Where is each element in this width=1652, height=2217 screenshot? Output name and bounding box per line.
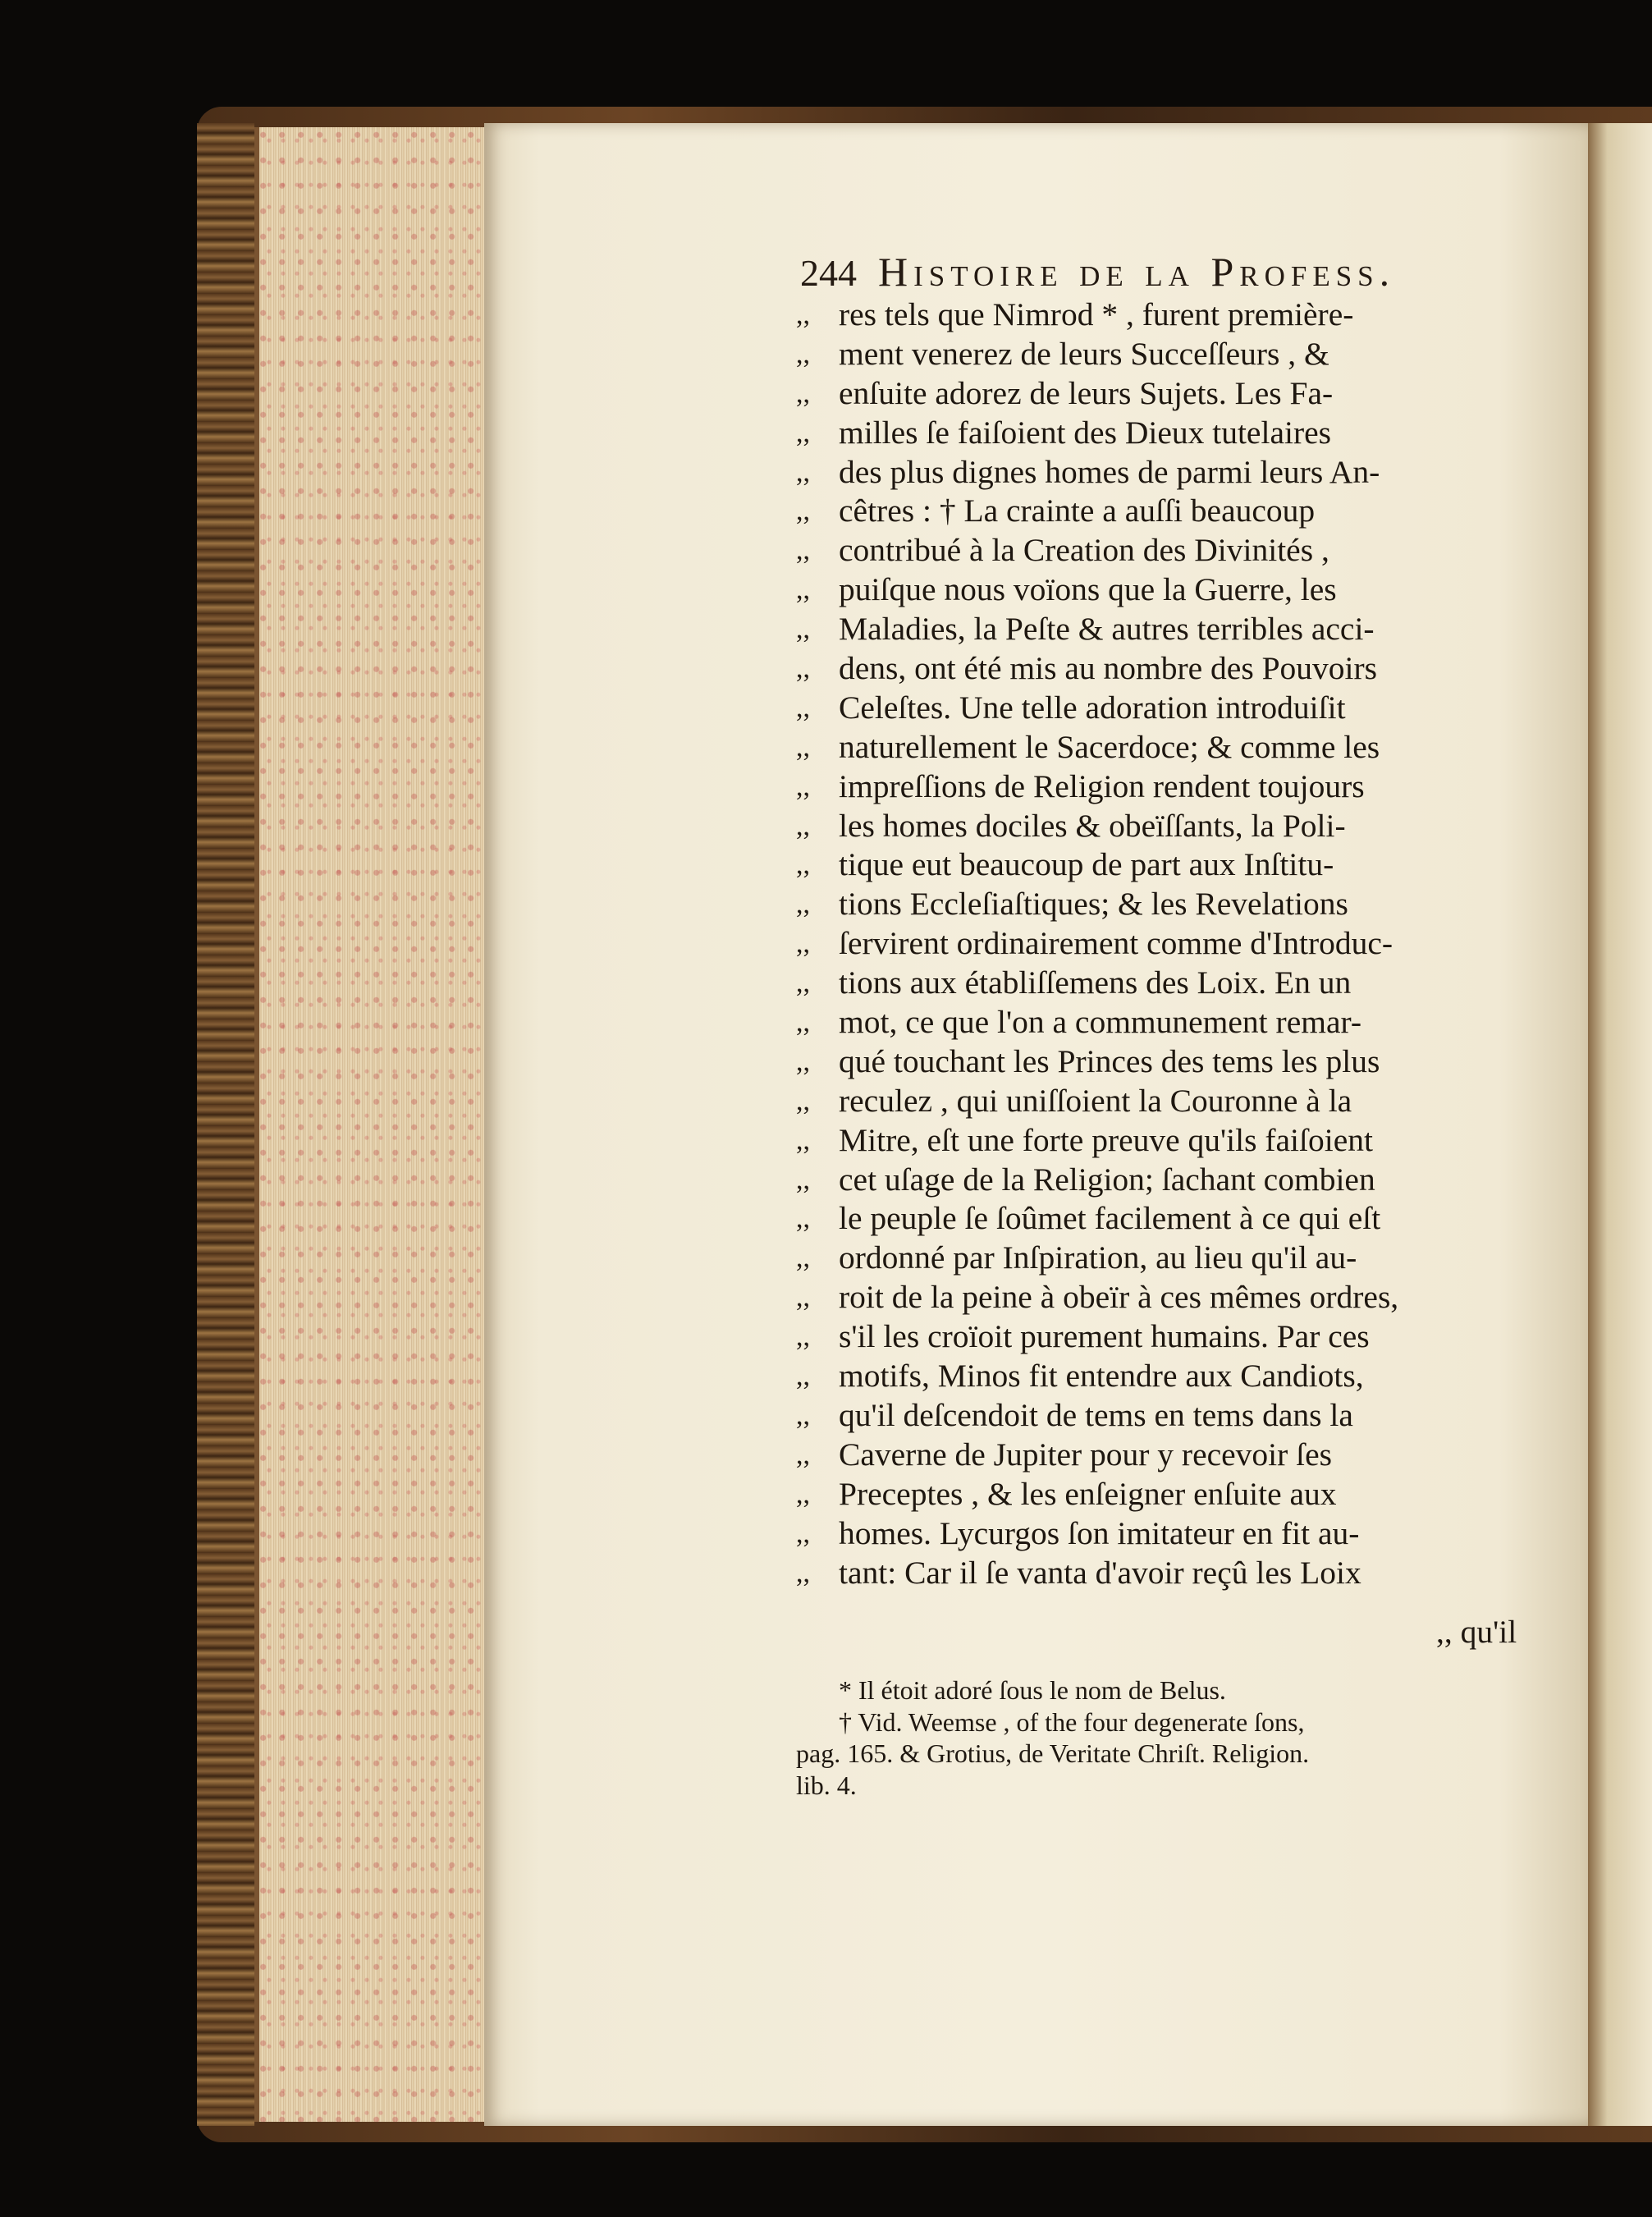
facing-page-edge: [1588, 123, 1652, 2126]
quote-mark: ,,: [796, 300, 810, 330]
text-line: [796, 964, 1551, 1003]
quote-mark: ,,: [796, 1046, 810, 1077]
text-line: [796, 570, 1551, 610]
footnotes: [796, 1674, 1551, 1801]
footnote-2: † Vid. Weemse , of the four degenerate ſons,: [839, 1706, 1305, 1737]
text-line: [796, 1436, 1551, 1475]
line-text: tique eut beaucoup de part aux Inſtitu-: [839, 846, 1334, 883]
text-line: [796, 649, 1551, 689]
line-text: tant: Car il ſe vanta d'avoir reçû les Loix: [839, 1554, 1361, 1591]
line-text: Caverne de Jupiter pour y recevoir ſes: [839, 1436, 1333, 1473]
quote-mark: ,,: [796, 1518, 810, 1549]
page-number: 244: [800, 252, 857, 294]
line-text: dens, ont été mis au nombre des Pouvoirs: [839, 650, 1378, 687]
quote-mark: ,,: [796, 889, 810, 920]
quote-mark: ,,: [796, 1164, 810, 1195]
quote-mark: ,,: [796, 1557, 810, 1588]
main-text: [796, 295, 1551, 1592]
text-line: [796, 807, 1551, 846]
quote-mark: ,,: [796, 692, 810, 723]
line-text: s'il les croïoit purement humains. Par ces: [839, 1318, 1370, 1355]
quote-mark: ,,: [796, 496, 810, 527]
marbled-cover-edge: [197, 123, 254, 2126]
quote-mark: ,,: [796, 1399, 810, 1431]
text-line: [796, 1278, 1551, 1317]
text-line: [796, 1239, 1551, 1278]
text-line: [796, 924, 1551, 964]
text-line: [796, 1121, 1551, 1161]
text-line: [796, 1161, 1551, 1200]
quote-mark: ,,: [796, 1439, 810, 1470]
footnote-1: * Il étoit adoré ſous le nom de Belus.: [839, 1675, 1226, 1705]
text-line: [796, 767, 1551, 807]
quote-mark: ,,: [796, 1361, 810, 1392]
text-line: [796, 689, 1551, 728]
line-text: ſervirent ordinairement comme d'Introduc-: [839, 925, 1393, 962]
text-line: [796, 610, 1551, 649]
line-text: tions aux établiſſemens des Loix. En un: [839, 964, 1352, 1001]
line-text: Maladies, la Peſte & autres terribles acci-: [839, 611, 1375, 648]
line-text: reculez , qui uniſſoient la Couronne à la: [839, 1082, 1352, 1119]
footnote-2-end: lib. 4.: [796, 1770, 857, 1800]
quote-mark: ,,: [796, 456, 810, 488]
line-text: puiſque nous voïons que la Guerre, les: [839, 571, 1337, 608]
catchword: ,, qu'il: [1436, 1614, 1517, 1650]
text-line: [796, 1554, 1551, 1593]
quote-mark: ,,: [796, 928, 810, 960]
quote-mark: ,,: [796, 1478, 810, 1509]
text-line: [796, 1317, 1551, 1357]
page-block-edges: [254, 127, 489, 2122]
quote-mark: ,,: [796, 417, 810, 448]
line-text: ordonné par Inſpiration, au lieu qu'il au-: [839, 1239, 1357, 1276]
line-text: res tels que Nimrod * , furent première-: [839, 296, 1354, 332]
text-line: [796, 531, 1551, 570]
quote-mark: ,,: [796, 614, 810, 645]
line-text: le peuple ſe ſoûmet facilement à ce qui eſt: [839, 1200, 1381, 1237]
line-text: milles ſe faiſoient des Dieux tutelaires: [839, 414, 1332, 451]
quote-mark: ,,: [796, 968, 810, 999]
line-text: ment venerez de leurs Succeſſeurs , &: [839, 335, 1329, 372]
quote-mark: ,,: [796, 653, 810, 685]
quote-mark: ,,: [796, 1243, 810, 1274]
line-text: mot, ce que l'on a communement remar-: [839, 1004, 1361, 1041]
text-line: [796, 1357, 1551, 1396]
line-text: Mitre, eſt une forte preuve qu'ils faiſoient: [839, 1121, 1373, 1158]
line-text: naturellement le Sacerdoce; & comme les: [839, 728, 1380, 765]
line-text: homes. Lycurgos ſon imitateur en fit au-: [839, 1514, 1360, 1551]
quote-mark: ,,: [796, 771, 810, 802]
quote-mark: ,,: [796, 810, 810, 841]
line-text: motifs, Minos fit entendre aux Candiots,: [839, 1358, 1364, 1395]
quote-mark: ,,: [796, 850, 810, 881]
text-line: [796, 1514, 1551, 1554]
text-line: [796, 453, 1551, 492]
line-text: Celeſtes. Une telle adoration introduiſit: [839, 689, 1346, 726]
quote-mark: ,,: [796, 338, 810, 369]
running-title: Histoire de la Profess.: [878, 249, 1396, 295]
quote-mark: ,,: [796, 731, 810, 763]
quote-mark: ,,: [796, 1125, 810, 1156]
text-line: [796, 728, 1551, 767]
line-text: les homes dociles & obeïſſants, la Poli-: [839, 807, 1346, 844]
footnote-2-cont: pag. 165. & Grotius, de Veritate Chriſt. Religion.: [796, 1738, 1310, 1768]
text-line: [796, 1475, 1551, 1514]
quote-mark: ,,: [796, 1321, 810, 1353]
quote-mark: ,,: [796, 1085, 810, 1116]
line-text: cet uſage de la Religion; ſachant combien: [839, 1161, 1375, 1198]
text-line: [796, 374, 1551, 414]
text-line: [796, 492, 1551, 531]
text-line: [796, 1199, 1551, 1239]
quote-mark: ,,: [796, 378, 810, 409]
text-line: [796, 885, 1551, 924]
text-line: [796, 845, 1551, 885]
running-header: [800, 248, 1555, 295]
line-text: enſuite adorez de leurs Sujets. Les Fa-: [839, 374, 1334, 411]
text-line: [796, 1042, 1551, 1082]
text-line: [796, 1396, 1551, 1436]
quote-mark: ,,: [796, 575, 810, 606]
line-text: cêtres : † La crainte a auſſi beaucoup: [839, 492, 1316, 529]
line-text: contribué à la Creation des Divinités ,: [839, 532, 1329, 569]
line-text: des plus dignes homes de parmi leurs An-: [839, 453, 1380, 490]
quote-mark: ,,: [796, 535, 810, 566]
line-text: tions Eccleſiaſtiques; & les Revelations: [839, 886, 1348, 923]
line-text: qu'il deſcendoit de tems en tems dans la: [839, 1396, 1353, 1433]
quote-mark: ,,: [796, 1203, 810, 1234]
text-line: [796, 414, 1551, 453]
text-line: [796, 295, 1551, 335]
text-line: [796, 335, 1551, 374]
line-text: roit de la peine à obeïr à ces mêmes ordres,: [839, 1279, 1399, 1316]
line-text: impreſſions de Religion rendent toujours: [839, 767, 1365, 804]
line-text: qué touchant les Princes des tems les plus: [839, 1042, 1380, 1079]
quote-mark: ,,: [796, 1007, 810, 1038]
text-line: [796, 1082, 1551, 1121]
text-line: [796, 1003, 1551, 1042]
quote-mark: ,,: [796, 1282, 810, 1313]
line-text: Preceptes , & les enſeigner enſuite aux: [839, 1475, 1337, 1512]
